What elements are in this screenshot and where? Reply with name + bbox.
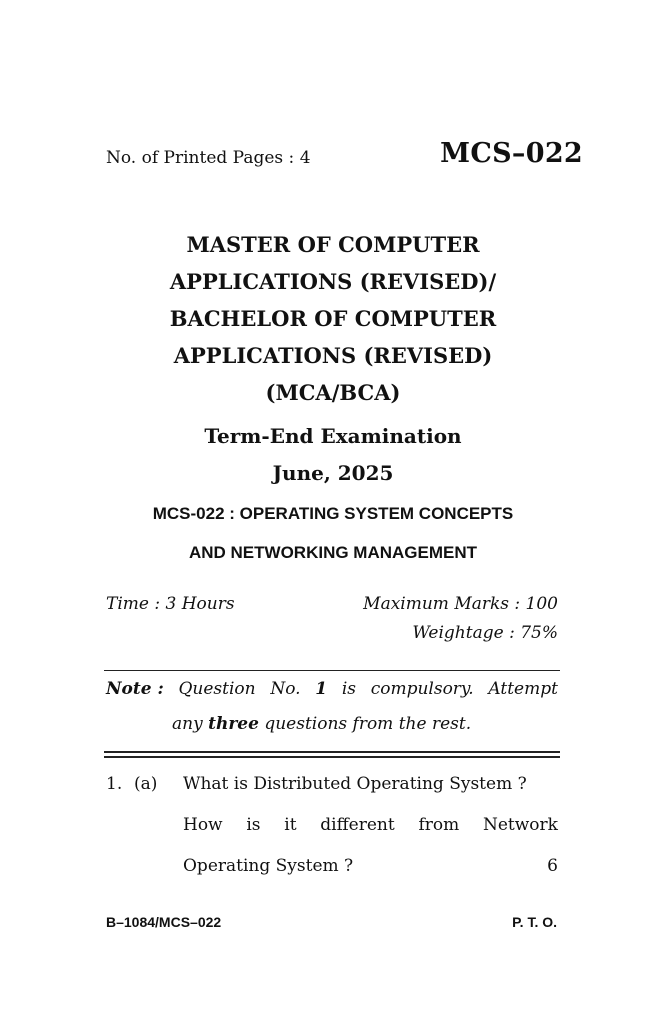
exam-name: Term-End Examination	[204, 424, 462, 448]
note-text: any	[172, 714, 203, 734]
exam-session: June, 2025	[272, 461, 394, 485]
question-part: (a)	[134, 774, 158, 794]
note-word: Attempt	[488, 679, 558, 699]
programme-title-line: BACHELOR OF COMPUTER	[169, 306, 497, 331]
exam-heading	[106, 418, 560, 492]
instructions-note	[106, 676, 558, 742]
question-text-line: What is Distributed Operating System ?	[183, 774, 527, 794]
course-title-line: AND NETWORKING MANAGEMENT	[188, 543, 478, 562]
question-word: it	[284, 815, 297, 835]
double-divider-line	[104, 751, 560, 758]
note-emphasis: three	[208, 714, 259, 734]
question-text-line: Operating System ?	[183, 856, 354, 876]
question-number: 1.	[106, 774, 123, 794]
question-marks: 6	[547, 856, 558, 876]
note-word: 1	[315, 679, 328, 699]
course-code-header: MCS–022	[440, 138, 583, 169]
note-word: compulsory.	[370, 679, 474, 699]
maximum-marks: Maximum Marks : 100	[363, 594, 558, 614]
question-word: from	[418, 815, 460, 835]
question-text-line	[183, 812, 558, 853]
programme-title-line: APPLICATIONS (REVISED)	[173, 343, 493, 368]
note-text: questions from the rest.	[264, 714, 472, 734]
programme-title-line: APPLICATIONS (REVISED)/	[169, 269, 497, 294]
exam-duration: Time : 3 Hours	[106, 594, 235, 614]
weightage: Weightage : 75%	[412, 623, 558, 643]
question-word: is	[246, 815, 261, 835]
printed-pages-count: No. of Printed Pages : 4	[106, 148, 311, 168]
note-word: No.	[270, 679, 301, 699]
pto-label: P. T. O.	[512, 914, 557, 930]
question-word: Network	[482, 815, 558, 835]
course-title-line: MCS-022 : OPERATING SYSTEM CONCEPTS	[152, 504, 514, 523]
note-word: Question	[178, 679, 256, 699]
question-1	[106, 771, 558, 894]
question-word: different	[320, 815, 395, 835]
programme-title-line: MASTER OF COMPUTER	[186, 232, 480, 257]
question-word: How	[183, 815, 223, 835]
paper-code-footer: B–1084/MCS–022	[106, 914, 222, 930]
programme-title-line: (MCA/BCA)	[265, 380, 401, 405]
note-word: is	[341, 679, 356, 699]
note-label: Note :	[106, 679, 164, 699]
divider-line	[104, 670, 560, 671]
course-title	[100, 494, 566, 572]
programme-title	[106, 226, 560, 411]
